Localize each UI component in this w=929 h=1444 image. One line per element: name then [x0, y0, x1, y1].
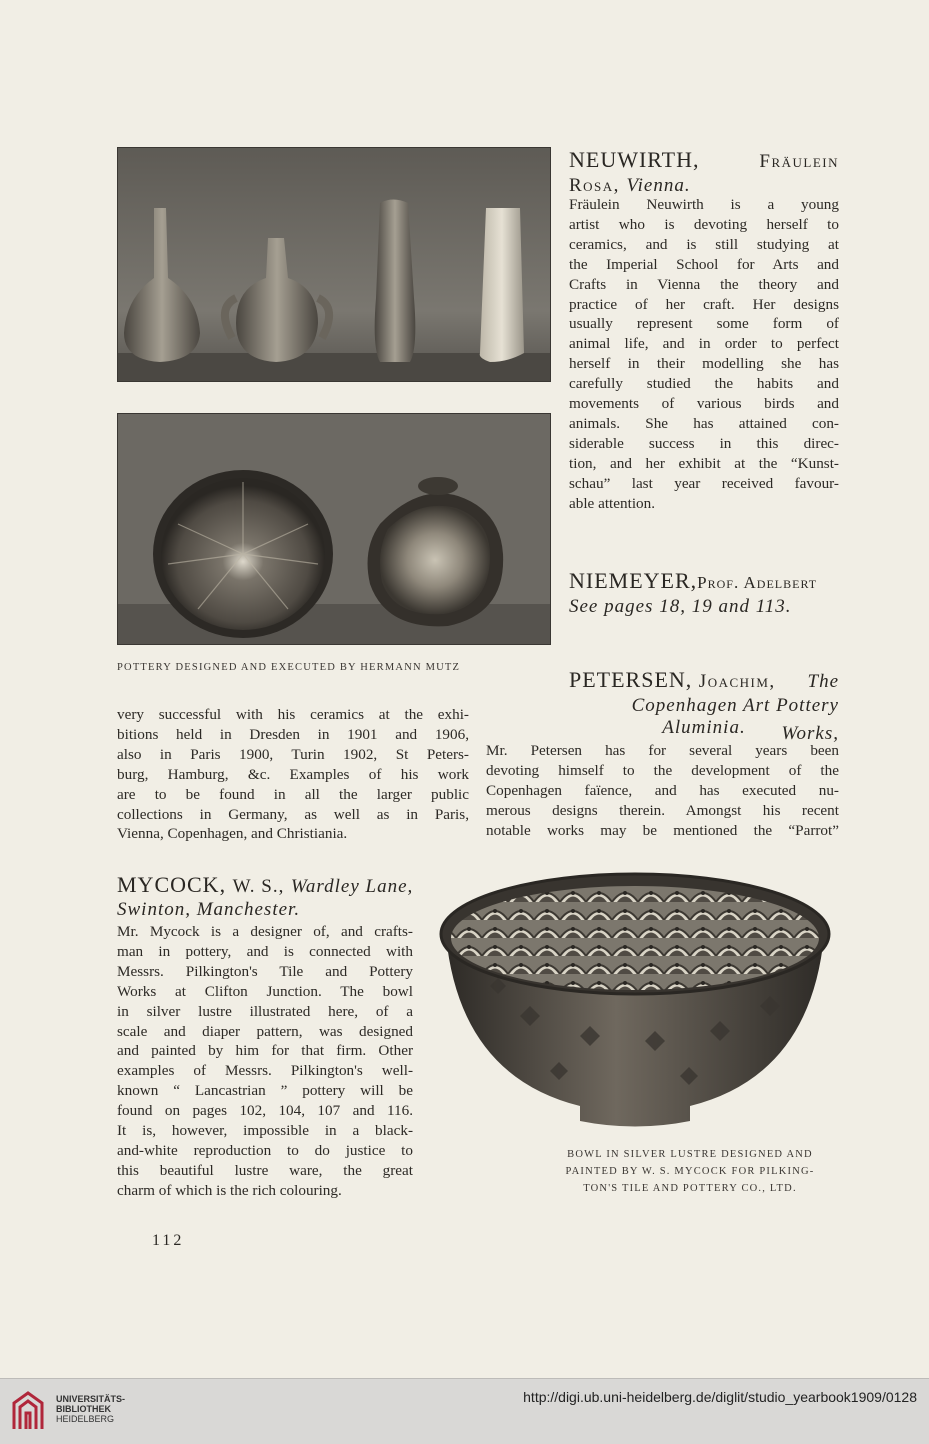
text-line: are to be found in all the larger public [117, 785, 469, 803]
text-line: movements of various birds and [569, 395, 839, 413]
text-line: collections in Germany, as well as in Paris, [117, 805, 469, 823]
logo-line: UNIVERSITÄTS- [56, 1394, 126, 1404]
text-line: examples of Messrs. Pilkington's well- [117, 1062, 413, 1080]
mycock-bowl-photo [430, 866, 840, 1138]
mycock-subheading [117, 895, 417, 923]
neuwirth-name: NEUWIRTH, [569, 147, 700, 172]
text-line: tion, and her exhibit at the “Kunst- [569, 454, 839, 472]
mycock-caption [540, 1146, 840, 1197]
mycock-body [117, 922, 413, 1201]
library-footer [0, 1378, 929, 1444]
neuwirth-firstname: Rosa, [569, 175, 620, 196]
text-line: ceramics, and is still studying at [569, 235, 839, 253]
caption-line: TON'S TILE AND POTTERY CO., LTD. [583, 1183, 797, 1194]
petersen-aluminia: Aluminia. [662, 717, 746, 738]
mutz-caption: POTTERY DESIGNED AND EXECUTED BY HERMANN MUTZ [117, 662, 461, 673]
text-line: bitions held in Dresden in 1901 and 1906, [117, 725, 469, 743]
mycock-town: Swinton, Manchester. [117, 899, 301, 920]
text-line: merous designs therein. Amongst his recent [486, 801, 839, 819]
neuwirth-place: Vienna. [626, 175, 691, 196]
neuwirth-title: Fräulein [759, 151, 839, 172]
permalink-url[interactable]: http://digi.ub.uni-heidelberg.de/diglit/studio_yearbook1909/0128 [523, 1389, 917, 1405]
text-line: Fräulein Neuwirth is a young [569, 196, 839, 213]
text-line: the Imperial School for Arts and [569, 255, 839, 273]
mycock-name: MYCOCK, [117, 872, 227, 897]
library-logo-icon[interactable] [10, 1389, 50, 1433]
text-line: devoting himself to the development of the [486, 761, 839, 779]
text-line: Mr. Petersen has for several years been [486, 742, 839, 759]
text-line: schau” last year received favour- [569, 474, 839, 492]
niemeyer-name: NIEMEYER, [569, 568, 698, 593]
petersen-the: The [807, 671, 839, 692]
vases-photo [117, 147, 551, 382]
caption-line: BOWL IN SILVER LUSTRE DESIGNED AND [567, 1149, 813, 1160]
text-line: usually represent some form of [569, 315, 839, 333]
mycock-initials: W. S., [232, 876, 285, 897]
page-number: 112 [152, 1232, 185, 1249]
mutz-continued-body [117, 705, 469, 844]
niemeyer-see-pages [569, 592, 839, 620]
text-line: charm of which is the rich colouring. [117, 1181, 342, 1199]
text-line: scale and diaper pattern, was designed [117, 1022, 413, 1040]
text-line: siderable success in this direc- [569, 434, 839, 452]
text-line: Crafts in Vienna the theory and [569, 275, 839, 293]
petersen-title: Joachim, [698, 671, 776, 692]
niemeyer-reference: See pages 18, 19 and 113. [569, 596, 792, 617]
text-line: able attention. [569, 494, 656, 512]
caption-line: PAINTED BY W. S. MYCOCK FOR PILKING- [565, 1166, 815, 1177]
mycock-bowl-illustration [430, 866, 840, 1138]
text-line: animal life, and in order to perfect [569, 335, 839, 353]
text-line: notable works may be mentioned the “Parrot” [486, 821, 839, 839]
logo-line: HEIDELBERG [56, 1414, 115, 1424]
text-line: man in pottery, and is connected with [117, 942, 413, 960]
text-line: in silver lustre illustrated here, of a [117, 1002, 413, 1020]
petersen-works: Copenhagen Art Pottery Works, [631, 695, 839, 744]
text-line: known “ Lancastrian ” pottery will be [117, 1082, 413, 1100]
text-line: practice of her craft. Her designs [569, 295, 839, 313]
niemeyer-title: Prof. Adelbert [697, 573, 818, 592]
text-line: herself in their modelling she has [569, 355, 839, 373]
text-line: found on pages 102, 104, 107 and 116. [117, 1102, 413, 1120]
text-line: and-white reproduction to do justice to [117, 1141, 413, 1159]
petersen-place [569, 713, 839, 741]
bowls-illustration [118, 414, 550, 644]
text-line: burg, Hamburg, &c. Examples of his work [117, 765, 469, 783]
library-logo-text [56, 1394, 125, 1424]
text-line: also in Paris 1900, Turin 1902, St Peters- [117, 745, 469, 763]
text-line: artist who is devoting herself to [569, 215, 839, 233]
text-line: Copenhagen faïence, and has executed nu- [486, 781, 839, 799]
text-line: carefully studied the habits and [569, 375, 839, 393]
mycock-street: Wardley Lane, [290, 876, 414, 897]
petersen-name: PETERSEN, [569, 667, 693, 692]
text-line: and painted by him for that firm. Other [117, 1042, 413, 1060]
text-line: animals. She has attained con- [569, 414, 839, 432]
text-line: Mr. Mycock is a designer of, and crafts- [117, 923, 413, 940]
text-line: this beautiful lustre ware, the great [117, 1161, 413, 1179]
logo-line: BIBLIOTHEK [56, 1404, 111, 1414]
petersen-body [486, 741, 839, 841]
vases-illustration [118, 148, 550, 381]
text-line: It is, however, impossible in a black- [117, 1122, 413, 1140]
text-line: Works at Clifton Junction. The bowl [117, 982, 413, 1000]
text-line: Vienna, Copenhagen, and Christiania. [117, 825, 348, 843]
bowls-photo [117, 413, 551, 645]
text-line: Messrs. Pilkington's Tile and Pottery [117, 962, 413, 980]
text-line: very successful with his ceramics at the exhi- [117, 706, 469, 723]
neuwirth-body [569, 195, 839, 514]
